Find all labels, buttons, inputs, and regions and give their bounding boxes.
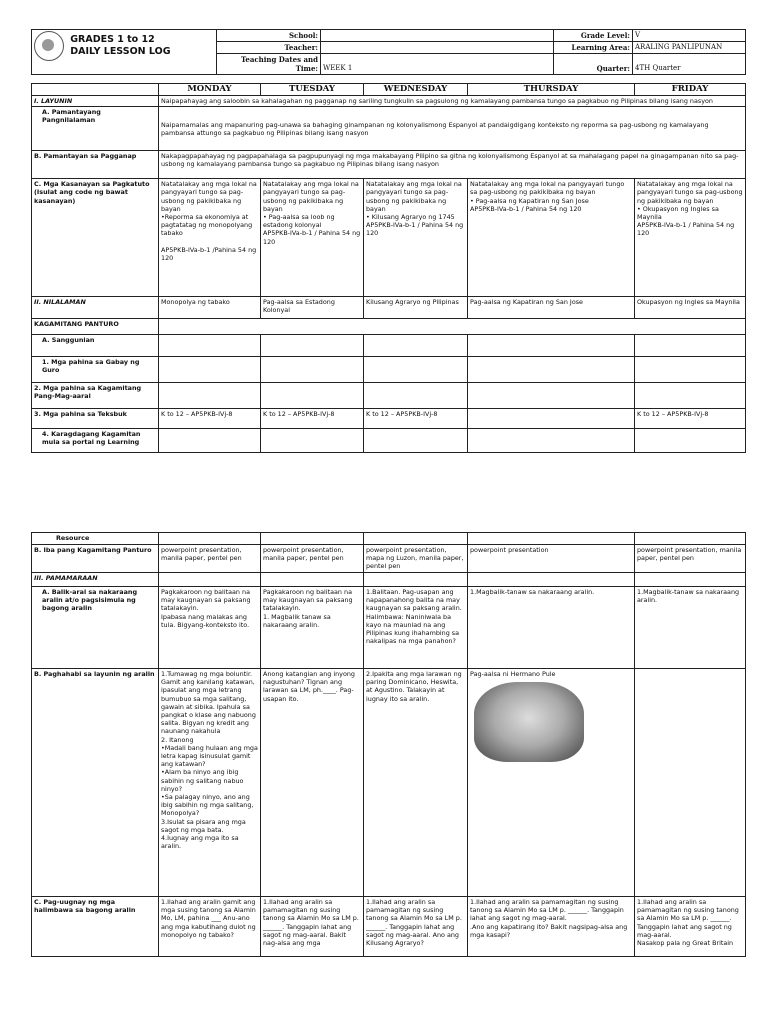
- cell-empty: [261, 429, 364, 453]
- lesson-log-top: [31, 29, 745, 453]
- iba-kagamitan-monday: powerpoint presentation, manila paper, pentel pen: [159, 545, 261, 573]
- resource-row: [32, 533, 746, 545]
- nilalaman-tuesday: Pag-aalsa sa Estadong Kolonyal: [261, 297, 364, 319]
- kasanayan-monday: Natatalakay ang mga lokal na pangyayari tungo sa pag-usbong ng pakikibaka ng bayan •Reporma sa ekonomiya at pagtatatag ng monopolyang tabako AP5PKB-IVa-b-1 /Pahina 54 ng 120: [159, 179, 261, 297]
- cell-empty: [635, 383, 746, 409]
- gabay-guro-row: [32, 357, 746, 383]
- page-title: [70, 34, 170, 58]
- cell-empty: [159, 573, 261, 587]
- cell-empty: [261, 383, 364, 409]
- nilalaman-thursday: Pag-aalsa ng Kapatiran ng San Jose: [468, 297, 635, 319]
- paghahabi-thursday: [468, 669, 635, 897]
- balik-aral-wednesday: 1.Balitaan. Pag-usapan ang napapanahong balita na may kaugnayan sa paksang aralin. Halimbawa: Naniniwala ba kayo na maunlad na ang Pilipinas kung ihahambing sa nakalipas na mga panahon?: [364, 587, 468, 669]
- title-line-2: DAILY LESSON LOG: [70, 46, 171, 57]
- quarter-value[interactable]: 4TH Quarter: [633, 54, 746, 75]
- cell-empty: [364, 357, 468, 383]
- cell-empty: [635, 533, 746, 545]
- lesson-table-1: [31, 83, 746, 453]
- pamantayang-pangnilalaman-row: [32, 107, 746, 151]
- paghahabi-monday: 1.Tumawag ng mga boluntir. Gamit ang kanilang katawan, ipasulat ang mga letrang bumubuo sa mga salitang, gawain at sibika. Ipahula sa pangkat o klase ang nabuong salita. Bigyan ng kredit ang naunang nakahula 2. Itanong •Madali bang hulaan ang mga letra kapag isinusulat gamit ang katawan? •Alam ba ninyo ang ibig sabihin ng salitang nabuo ninyo? •Sa palagay ninyo, ano ang ibig sabihin ng mga salitang, Monopolya? 3.Isulat sa pisara ang mga sagot ng mga bata. 4.Iugnay ang mga ito sa aralin.: [159, 669, 261, 897]
- paghahabi-label: B. Paghahabi sa layunin ng aralin: [32, 669, 159, 897]
- pamantayang-pangnilalaman-text: Naipamamalas ang mapanuring pag-unawa sa bahaging ginampanan ng kolonyalismong Espanyol at pandaigdigang konteksto ng reporma sa pag-usbong ng kamalayang pambansa attungo sa pagkabuo ng Pilipinas bilang isang nasyon: [159, 107, 746, 151]
- paghahabi-wednesday: 2.Ipakita ang mga larawan ng paring Dominicano, Heswita, at Agustino. Talakayin at iugnay ito sa aralin.: [364, 669, 468, 897]
- corner-cell: [32, 84, 159, 96]
- teksbuk-row: [32, 409, 746, 429]
- layunin-row: [32, 96, 746, 107]
- grade-level-value[interactable]: V: [633, 30, 746, 42]
- cell-empty: [261, 573, 364, 587]
- header-table: [31, 29, 746, 75]
- balik-aral-tuesday: Pagkakaroon ng balitaan na may kaugnayan sa paksang tatalakayin. 1. Magbalik tanaw sa nakaraang aralin.: [261, 587, 364, 669]
- kagamitang-panturo-row: [32, 319, 746, 335]
- sanggunian-row: [32, 335, 746, 357]
- quarter-label: Quarter:: [554, 54, 633, 75]
- cell-empty: [364, 335, 468, 357]
- kasanayan-tuesday: Natatalakay ang mga lokal na pangyayari tungo sa pag-usbong ng pakikibaka ng bayan • Pag-aalsa sa loob ng estadong kolonyal AP5PKB-IVa-b-1 / Pahina 54 ng 120: [261, 179, 364, 297]
- resource-label: Resource: [32, 533, 159, 545]
- hermano-pule-portrait: [474, 682, 584, 762]
- kasanayan-label: C. Mga Kasanayan sa Pagkatuto (Isulat ang code ng bawat kasanayan): [32, 179, 159, 297]
- learning-area-value[interactable]: ARALING PANLIPUNAN: [633, 42, 746, 54]
- teksbuk-thursday: [468, 409, 635, 429]
- iba-kagamitan-thursday: powerpoint presentation: [468, 545, 635, 573]
- teksbuk-tuesday: K to 12 – AP5PKB-IVj-8: [261, 409, 364, 429]
- layunin-label: I. LAYUNIN: [32, 96, 159, 107]
- title-line-1: GRADES 1 to 12: [70, 34, 155, 45]
- teacher-label: Teacher:: [217, 42, 321, 54]
- kagamitang-panturo-empty: [159, 319, 746, 335]
- pag-uugnay-label: C. Pag-uugnay ng mga halimbawa sa bagong aralin: [32, 897, 159, 957]
- cell-empty: [159, 383, 261, 409]
- paghahabi-tuesday: Anong katangian ang inyong nagustuhan? Tignan ang larawan sa LM, ph.____. Pag-usapan ito.: [261, 669, 364, 897]
- cell-empty: [468, 383, 635, 409]
- nilalaman-friday: Okupasyon ng Ingles sa Maynila: [635, 297, 746, 319]
- cell-empty: [159, 357, 261, 383]
- sanggunian-label: A. Sanggunian: [32, 335, 159, 357]
- teksbuk-monday: K to 12 – AP5PKB-IVj-8: [159, 409, 261, 429]
- day-tuesday: TUESDAY: [261, 84, 364, 96]
- cell-empty: [468, 533, 635, 545]
- cell-empty: [468, 429, 635, 453]
- nilalaman-wednesday: Kilusang Agraryo ng Pilipinas: [364, 297, 468, 319]
- cell-empty: [635, 335, 746, 357]
- pag-uugnay-monday: 1.Ilahad ang aralin gamit ang mga susing tanong sa Alamin Mo, LM, pahina ___ Anu-ano ang mga kabutihang dulot ng monopolyo ng tabako?: [159, 897, 261, 957]
- day-wednesday: WEDNESDAY: [364, 84, 468, 96]
- kagamitang-mag-aaral-row: [32, 383, 746, 409]
- paghahabi-friday: [635, 669, 746, 897]
- cell-empty: [635, 357, 746, 383]
- pamantayan-pagganap-label: B. Pamantayan sa Pagganap: [32, 151, 159, 179]
- layunin-text: Naipapahayag ang saloobin sa kahalagahan ng pagganap ng sariling tungkulin sa pagsulong ng kamalayang pambansa tungo sa pagkabuo ng Pilipinas bilang isang nasyon: [159, 96, 746, 107]
- teksbuk-label: 3. Mga pahina sa Teksbuk: [32, 409, 159, 429]
- pag-uugnay-thursday: 1.Ilahad ang aralin sa pamamagitan ng susing tanong sa Alamin Mo sa LM p. ______. Tanggapin lahat ang sagot ng mag-aaral. .Ano ang kapatirang ito? Bakit nagsipag-alsa ang mga kasapi?: [468, 897, 635, 957]
- day-friday: FRIDAY: [635, 84, 746, 96]
- lesson-table-2: [31, 532, 746, 957]
- cell-empty: [635, 429, 746, 453]
- pamantayang-pangnilalaman-label: A. Pamantayang Pangnilalaman: [32, 107, 159, 151]
- balik-aral-row: [32, 587, 746, 669]
- nilalaman-monday: Monopolya ng tabako: [159, 297, 261, 319]
- cell-empty: [364, 533, 468, 545]
- pamantayan-pagganap-text: Nakapagpapahayag ng pagpapahalaga sa pagpupunyagi ng mga makabayang Pilipino sa gitna ng kolonyalismong Espanyol at sa mahalagang papel na ginagampanan nito sa pag-usbong ng kamalayang pambansa tungo sa pagkabuo ng Pilipinas bilang isang nasyon: [159, 151, 746, 179]
- balik-aral-monday: Pagkakaroon ng balitaan na may kaugnayan sa paksang tatalakayin. Ipabasa nang malakas ang tula. Bigyang-konteksto ito.: [159, 587, 261, 669]
- teacher-value[interactable]: [321, 42, 554, 54]
- kasanayan-row: [32, 179, 746, 297]
- pamamaraan-label: III. PAMAMARAAN: [32, 573, 159, 587]
- days-header-row: [32, 84, 746, 96]
- cell-empty: [468, 357, 635, 383]
- cell-empty: [159, 335, 261, 357]
- deped-seal-icon: [34, 31, 64, 61]
- cell-empty: [364, 429, 468, 453]
- iba-kagamitan-tuesday: powerpoint presentation, manila paper, pentel pen: [261, 545, 364, 573]
- deped-logo-cell: [32, 30, 217, 75]
- cell-empty: [468, 335, 635, 357]
- cell-empty: [364, 383, 468, 409]
- lesson-log-bottom: [31, 532, 745, 957]
- day-thursday: THURSDAY: [468, 84, 635, 96]
- cell-empty: [159, 533, 261, 545]
- pag-uugnay-wednesday: 1.Ilahad ang aralin sa pamamagitan ng susing tanong sa Alamin Mo sa LM p. ______. Tanggapin lahat ang sagot ng mag-aaral. Ano ang Kilusang Agraryo?: [364, 897, 468, 957]
- school-label: School:: [217, 30, 321, 42]
- cell-empty: [364, 573, 468, 587]
- pamamaraan-row: [32, 573, 746, 587]
- karagdagang-row: [32, 429, 746, 453]
- iba-kagamitan-row: [32, 545, 746, 573]
- teksbuk-friday: K to 12 – AP5PKB-IVj-8: [635, 409, 746, 429]
- school-value[interactable]: [321, 30, 554, 42]
- kagamitang-mag-aaral-label: 2. Mga pahina sa Kagamitang Pang-Mag-aaral: [32, 383, 159, 409]
- karagdagang-label: 4. Karagdagang Kagamitan mula sa portal ng Learning: [32, 429, 159, 453]
- learning-area-label: Learning Area:: [554, 42, 633, 54]
- cell-empty: [261, 335, 364, 357]
- kasanayan-friday: Natatalakay ang mga lokal na pangyayari tungo sa pag-usbong ng pakikibaka ng bayan • Okupasyon ng Ingles sa Maynila AP5PKB-IVa-b-1 / Pahina 54 ng 120: [635, 179, 746, 297]
- day-monday: MONDAY: [159, 84, 261, 96]
- teksbuk-wednesday: K to 12 – AP5PKB-IVj-8: [364, 409, 468, 429]
- gabay-guro-label: 1. Mga pahina sa Gabay ng Guro: [32, 357, 159, 383]
- cell-empty: [635, 573, 746, 587]
- balik-aral-thursday: 1.Magbalik-tanaw sa nakaraang aralin.: [468, 587, 635, 669]
- paghahabi-row: [32, 669, 746, 897]
- iba-kagamitan-friday: powerpoint presentation, manila paper, pentel pen: [635, 545, 746, 573]
- kasanayan-wednesday: Natatalakay ang mga lokal na pangyayari tungo sa pag-usbong ng pakikibaka ng bayan • Kilusang Agraryo ng 1745 AP5PKB-IVa-b-1 / Pahina 54 ng 120: [364, 179, 468, 297]
- pag-uugnay-friday: 1.Ilahad ang aralin sa pamamagitan ng susing tanong sa Alamin Mo sa LM p. ______. Tanggapin lahat ang sagot ng mag-aaral. Nasakop pala ng Great Britain: [635, 897, 746, 957]
- balik-aral-label: A. Balik-aral sa nakaraang aralin at/o pagsisimula ng bagong aralin: [32, 587, 159, 669]
- grade-level-label: Grade Level:: [554, 30, 633, 42]
- pag-uugnay-tuesday: 1.Ilahad ang aralin sa pamamagitan ng susing tanong sa Alamin Mo sa LM p. ______. Tanggapin lahat ang sagot ng mag-aaral. Bakit nag-alsa ang mga: [261, 897, 364, 957]
- paghahabi-thursday-text: Pag-aalsa ni Hermano Pule: [470, 670, 556, 678]
- cell-empty: [261, 533, 364, 545]
- pamantayan-pagganap-row: [32, 151, 746, 179]
- cell-empty: [261, 357, 364, 383]
- teaching-dates-value[interactable]: WEEK 1: [321, 54, 554, 75]
- pag-uugnay-row: [32, 897, 746, 957]
- kagamitang-panturo-label: KAGAMITANG PANTURO: [32, 319, 159, 335]
- nilalaman-row: [32, 297, 746, 319]
- iba-kagamitan-wednesday: powerpoint presentation, mapa ng Luzon, manila paper, pentel pen: [364, 545, 468, 573]
- nilalaman-label: II. NILALAMAN: [32, 297, 159, 319]
- cell-empty: [159, 429, 261, 453]
- cell-empty: [468, 573, 635, 587]
- balik-aral-friday: 1.Magbalik-tanaw sa nakaraang aralin.: [635, 587, 746, 669]
- teaching-dates-label: Teaching Dates and Time:: [217, 54, 321, 75]
- iba-kagamitan-label: B. Iba pang Kagamitang Panturo: [32, 545, 159, 573]
- kasanayan-thursday: Natatalakay ang mga lokal na pangyayari tungo sa pag-usbong ng pakikibaka ng bayan • Pag-aalsa ng Kapatiran ng San Jose AP5PKB-IVa-b-1 / Pahina 54 ng 120: [468, 179, 635, 297]
